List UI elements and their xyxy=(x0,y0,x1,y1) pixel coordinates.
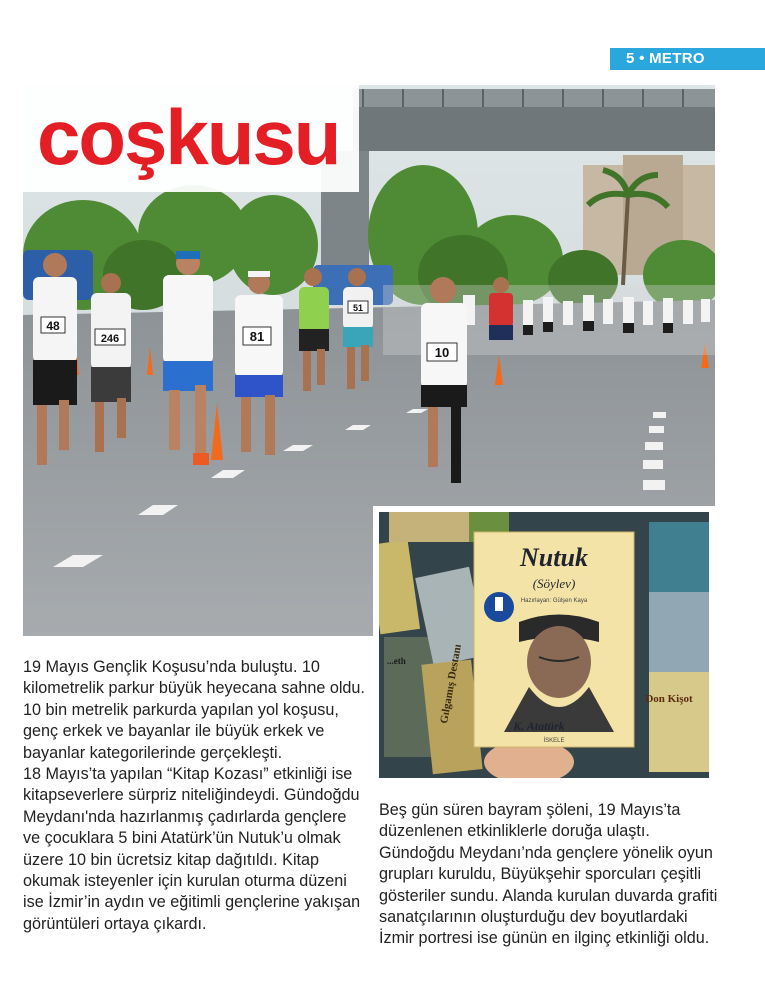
bib-246: 246 xyxy=(100,333,120,345)
headline-box xyxy=(23,85,359,192)
book-title: Nutuk xyxy=(520,543,588,572)
book-gilgamis-label: Gılgamış Destanı xyxy=(438,643,464,725)
book-eth-label: ...eth xyxy=(387,656,406,666)
bib-10: 10 xyxy=(434,345,450,360)
book-photo xyxy=(373,506,715,784)
book-author: K. Atatürk xyxy=(513,719,565,733)
article-right-column xyxy=(379,800,719,950)
article-left-column xyxy=(23,657,365,935)
article-paragraph: 19 Mayıs Gençlik Koşusu’nda buluştu. 10 kilometrelik parkur büyük heyecana sahne oldu. 10 bin metrelik parkurda yapılan yol koşusu, genç erkek ve bayanlar ile büyük erkek ve bayanlar kategorilerinde gerçekleşti. xyxy=(23,658,365,762)
book-publisher: İSKELE xyxy=(543,738,565,744)
headline: coşkusu xyxy=(37,93,340,181)
book-editor: Hazırlayan: Gülşen Kaya xyxy=(520,598,588,604)
bib-81: 81 xyxy=(249,329,265,344)
article-paragraph: 18 Mayıs’ta yapılan “Kitap Kozası” etkinliği ise kitapseverlere sürpriz niteliğindeydi. Gündoğdu Meydanı'nda hazırlanmış çadırlarda gençlere ve çocuklara 5 bini Atatürk’ün Nutuk’u olmak üzere 10 bin ücretsiz kitap dağıtıldı. Kitap okumak isteyenler için kurulan oturma düzeni ise İzmir’in aydın ve eğitimli gençlerine yakışan görüntüleri ortaya çıkardı. xyxy=(23,765,361,933)
section-tag: 5 • METRO xyxy=(610,48,765,70)
article-paragraph: Beş gün süren bayram şöleni, 19 Mayıs’ta düzenlenen etkinliklerle doruğa ulaştı. Gündoğdu Meydanı’nda gençlere yönelik oyun grupları kuruldu, Büyükşehir sporcuları çeşitli gösteriler sundu. Alanda kurulan duvarda grafiti sanatçılarının oluşturduğu dev boyutlardaki İzmir portresi ise günün en ilginç etkinliği oldu. xyxy=(379,801,718,948)
book-donkisot-label: Don Kişot xyxy=(645,693,693,705)
bib-48: 48 xyxy=(46,319,60,333)
bib-51: 51 xyxy=(352,303,364,313)
book-subtitle: (Söylev) xyxy=(532,576,576,591)
